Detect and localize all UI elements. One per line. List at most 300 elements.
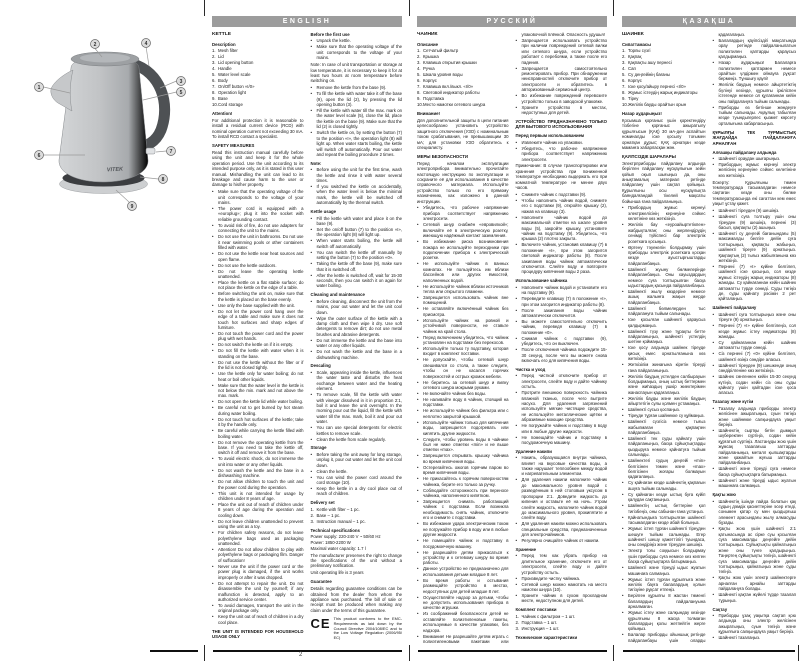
item-number: 4. bbox=[622, 66, 626, 72]
item-text: Сетчатый фильтр bbox=[423, 48, 459, 54]
crop-mark bbox=[204, 645, 205, 661]
bullet-item bbox=[212, 342, 304, 347]
bullet-item bbox=[622, 492, 706, 503]
bullet-dot: • bbox=[712, 362, 715, 368]
mark-text: This product conforms to the EMC-Requirements as laid down by the Council Directive 2004/108/ЕС and to the Low Voltage Regulation (2006/95/ЕС) bbox=[333, 616, 402, 640]
item-text: Place the kettle on a flat stable surface; do not place the kettle on the edge of a table. bbox=[218, 279, 304, 291]
item-text: Before taking the unit away for long storage, unplug it, pour out water and let the unit cool down. bbox=[316, 451, 402, 468]
bullet-item bbox=[212, 263, 304, 268]
bullet-dot: • bbox=[417, 499, 419, 505]
bullet-dot: • bbox=[515, 296, 518, 302]
item-text: Переведите клавишу (7) в положение «I», при этом загорится индикатор работы (8). bbox=[521, 296, 607, 307]
bullet-item bbox=[417, 453, 509, 464]
bullet-item bbox=[417, 538, 509, 549]
item-text: Use the kettle only for water boiling; do not heat or boil other liquids. bbox=[218, 371, 304, 382]
crop-mark bbox=[409, 645, 410, 661]
bullet-dot: • bbox=[515, 553, 518, 559]
bullet-dot: • bbox=[515, 477, 518, 483]
bullet-dot: • bbox=[310, 425, 313, 431]
bullet-item bbox=[212, 456, 304, 467]
item-text: Шайнекті және тіреуді ыдыс жуатын машинаға салмаңыз. bbox=[718, 477, 796, 489]
svg-text:7: 7 bbox=[169, 148, 173, 155]
bullet-item bbox=[417, 346, 509, 357]
item-text: The power cord is equipped with a «europlug»; plug it into the socket with reliable grounding contact. bbox=[218, 206, 304, 222]
bullet-item bbox=[622, 306, 706, 317]
bullet-item bbox=[311, 273, 403, 289]
bullet-item bbox=[713, 231, 797, 263]
bullet-item bbox=[417, 205, 509, 221]
item-number: 4. bbox=[212, 66, 216, 72]
bullet-dot: • bbox=[515, 318, 518, 324]
page-number: 2 bbox=[299, 652, 303, 658]
item-text: Подставка bbox=[423, 96, 444, 102]
column-header-kazakh: ҚАЗАҚША bbox=[622, 16, 796, 27]
section-heading: Descaling bbox=[310, 363, 331, 369]
caps-note: ҚҰРЫЛҒЫ ТЕК ТҰРМЫСТЫҚ ЖАҒДАЙДА ПАЙДАЛАНУҒА АРНАЛҒАН bbox=[712, 129, 796, 146]
bullet-item bbox=[417, 611, 509, 633]
on-off-switch bbox=[146, 148, 155, 154]
item-text: Клавиша открытия крышки bbox=[423, 60, 477, 66]
paragraph: Для дополнительной защиты в цепи питания целесообразно установить устройство защитного отключения (УЗО) с номинальным током срабатывания, не превышающим 30 мА; для установки УЗО обратитесь к специалисту. bbox=[417, 117, 509, 150]
bullet-dot: • bbox=[712, 612, 715, 618]
numbered-item bbox=[622, 90, 706, 95]
bullet-item bbox=[516, 336, 608, 347]
item-text: Не прикасайтесь к горячим поверхностям чайника, берите его только за ручку. bbox=[423, 476, 509, 487]
bullet-dot: • bbox=[212, 518, 214, 524]
bullet-item bbox=[417, 284, 509, 295]
bullet-dot: • bbox=[712, 635, 715, 641]
item-text: Наполните чайник водой и установите его на подставку (9). bbox=[521, 284, 607, 296]
numbered-item bbox=[417, 90, 509, 95]
bullet-dot: • bbox=[712, 82, 715, 88]
bullet-item bbox=[311, 316, 403, 338]
section-heading: Удаление накипи bbox=[515, 448, 552, 454]
item-text: Шайнекті ораудан шығарыңыз. bbox=[718, 155, 781, 161]
item-text: Балалардың қауіпсіздігі мақсатында орау ретінде пайдаланылатын полиэтилен қаптарды қараусыз қалдырмаңыз. bbox=[718, 38, 796, 60]
section-heading: Сақтау bbox=[712, 606, 728, 612]
bullet-item bbox=[311, 85, 403, 90]
bullet-dot: • bbox=[515, 191, 518, 197]
bullet-item bbox=[417, 391, 509, 396]
bullet-dot: • bbox=[622, 317, 624, 323]
item-text: Never use the unit if the power cord or the power plug is damaged, if the unit works improperly or after it was dropped. bbox=[218, 563, 304, 580]
item-text: Іске қосылған шайнекті қараусыз қалдырмаңыз. bbox=[628, 317, 706, 328]
bullet-item bbox=[516, 38, 608, 65]
bullet-dot: • bbox=[212, 382, 214, 388]
item-text: Жұмыс істеу және салқындау кезінде құрылғыны 8 жасқа толмаған балалардың қолы жетпейтін жерге қойыңыз. bbox=[628, 610, 706, 632]
item-number: 10. bbox=[212, 102, 218, 108]
svg-text:1: 1 bbox=[37, 84, 41, 91]
bullet-item bbox=[713, 208, 797, 213]
bullet-item bbox=[212, 331, 304, 342]
bullet-item bbox=[713, 499, 797, 526]
bullet-item bbox=[516, 593, 608, 604]
bullet-item bbox=[311, 299, 403, 315]
bullet-dot: • bbox=[417, 391, 419, 397]
bullet-dot: • bbox=[417, 594, 419, 600]
bullet-dot: • bbox=[310, 315, 313, 321]
item-text: Корпус bbox=[423, 78, 437, 84]
bullet-item bbox=[516, 390, 608, 422]
bullet-dot: • bbox=[712, 155, 715, 161]
bullet-item bbox=[713, 60, 797, 82]
item-text: Перед включением убедитесь, что чайник установлен на подставке без перекосов. bbox=[423, 334, 509, 345]
bullet-item bbox=[311, 486, 403, 497]
bullet-dot: • bbox=[622, 373, 624, 379]
item-text: Не оставляйте включённый чайник без присмотра. bbox=[423, 306, 509, 317]
bullet-item bbox=[311, 38, 403, 43]
bullet-item bbox=[311, 475, 403, 486]
item-text: Lid bbox=[218, 54, 224, 60]
bullet-item bbox=[516, 373, 608, 389]
item-text: Подставка – 1 шт. bbox=[521, 619, 557, 625]
section-heading: Before the first use bbox=[310, 32, 350, 37]
paragraph: Қосымша қорғаныс үшін қоректендіру тізбегіне қорғаныс ажыратылу құрылғысын (ҚАҚ) 30 мА-ден аспайтын номиналды іске қосылу тоғымен орнатқан дұрыс; ҚАҚ орнатқан кезде маманға хабарласқан жөн. bbox=[622, 117, 706, 150]
bullet-item bbox=[212, 479, 304, 490]
item-text: Make sure that the water level in the kettle is not below the min. mark and not above the max. mark. bbox=[218, 382, 304, 399]
bullet-dot: • bbox=[515, 373, 518, 379]
item-text: Шайнекті жуыну бөлмелерінде пайдаланбаңыз. Оны хауыздардың немесе суға толтырылған басқа ыдыстардың қасында пайдаланбаңыз. bbox=[628, 266, 706, 288]
spec-line: Maximal water capacity: 1.7 l bbox=[310, 545, 366, 551]
caps-note: THE UNIT IS INTENDED FOR HOUSEHOLD USAGE ONLY bbox=[212, 628, 304, 640]
bullet-dot: • bbox=[212, 189, 214, 195]
bullet-item bbox=[622, 374, 706, 396]
item-text: Во избежание риска возникновения пожара не используйте переходники при подключении прибора к электрической розетке. bbox=[423, 239, 509, 261]
item-text: Запрещается использовать устройство при наличии повреждений сетевой вилки или сетевого шнура, если устройство работает с перебоями, а также после его падения. bbox=[521, 38, 607, 65]
bottom-rule bbox=[150, 650, 198, 652]
bullet-dot: • bbox=[622, 419, 624, 425]
item-text: Do not wash the kettle and the base in a dishwashing machine. bbox=[218, 467, 304, 479]
bullet-dot: • bbox=[212, 439, 214, 445]
numbered-item bbox=[417, 54, 509, 59]
bullet-item bbox=[212, 223, 304, 234]
bullet-dot: • bbox=[622, 413, 624, 419]
bullet-item bbox=[713, 363, 797, 374]
bullet-item bbox=[212, 547, 304, 563]
bullet-item bbox=[713, 264, 797, 302]
bullet-dot: • bbox=[212, 502, 214, 508]
section-heading: Технические характеристики bbox=[515, 634, 578, 640]
bullet-dot: • bbox=[622, 362, 624, 368]
numbered-item bbox=[212, 48, 304, 53]
bullet-dot: • bbox=[310, 261, 313, 267]
item-text: Храните устройство в местах, недоступных для детей. bbox=[521, 104, 607, 116]
bullet-item bbox=[516, 140, 608, 145]
paragraph: Примечание: В случае транспортировки или хранения устройства при пониженной температуре необходимо выдержать его при комнатной температуре не менее двух часов. bbox=[515, 163, 607, 191]
bullet-item bbox=[516, 296, 608, 307]
item-text: Іске қосу/айыру пернесі «I/0» bbox=[628, 84, 686, 90]
item-number: 6. bbox=[622, 78, 626, 84]
item-text: Place the unit out of reach of children under 8 years of age during the operation and cooling down. bbox=[218, 502, 304, 518]
bullet-item bbox=[622, 267, 706, 289]
bullet-dot: • bbox=[712, 104, 715, 110]
bullet-dot: • bbox=[515, 423, 518, 429]
bullet-item bbox=[713, 38, 797, 60]
bullet-item bbox=[212, 348, 304, 359]
numbered-item bbox=[622, 96, 706, 101]
bullet-dot: • bbox=[622, 514, 624, 520]
bullet-item bbox=[622, 503, 706, 514]
svg-text:5: 5 bbox=[179, 89, 183, 96]
bullet-item bbox=[417, 357, 509, 379]
item-text: Извлеките чайник из упаковки. bbox=[521, 139, 583, 145]
item-text: Для удаления накипи наполните чайник до максимального уровня водой с разведённым в ней столовым уксусом в пропорции 2:1. Доведите жидкость до кипения и оставьте её на ночь. Утром слейте жидкость, наполните чайник водой до максимального уровня, прокипятите и слейте воду. bbox=[521, 477, 607, 521]
bullet-dot: • bbox=[417, 487, 419, 493]
bullet-dot: • bbox=[212, 262, 214, 268]
bullet-item bbox=[311, 91, 403, 107]
item-text: Base bbox=[218, 96, 228, 102]
paragraph: Unit operating life is 3 years bbox=[310, 570, 364, 576]
bullet-item bbox=[713, 105, 797, 127]
bullet-dot: • bbox=[622, 407, 624, 413]
bullet-item bbox=[212, 303, 304, 308]
section-heading: Хранение bbox=[515, 547, 536, 553]
bullet-dot: • bbox=[212, 428, 214, 434]
item-text: Before cleaning, disconnect the unit from the mains, pour out water and let the unit cool down. bbox=[316, 298, 402, 315]
bullet-item bbox=[622, 205, 706, 221]
bullet-item bbox=[212, 309, 304, 331]
bullet-item bbox=[516, 66, 608, 93]
item-text: Do not open the kettle lid while water boiling. bbox=[218, 399, 304, 405]
item-text: Жұмыс істеудің жарық индикаторы bbox=[628, 90, 698, 96]
item-text: Do not wash the kettle and the base in a dishwashing machine. bbox=[316, 349, 402, 360]
bullet-item bbox=[417, 380, 509, 391]
ce-mark bbox=[311, 617, 403, 640]
item-number: 10. bbox=[622, 102, 628, 108]
item-text: Сіз пернені (7) «0» күйіне белгілеп, шайнекті өзіңіз сөндіре аласыз. bbox=[718, 351, 796, 362]
bullet-item bbox=[713, 162, 797, 178]
numbered-item bbox=[622, 102, 706, 107]
item-text: Өртену тәуекелін болдырмау үшін приборды электрлік розеткаға қосқан кезде ауыстырғыштарды пайдаланбаңыз. bbox=[628, 244, 706, 266]
bullet-item bbox=[516, 192, 608, 197]
bullet-dot: • bbox=[622, 593, 624, 599]
item-text: Шайнекті тіреуден (9) шешіңіз. bbox=[718, 208, 780, 214]
bullet-item bbox=[622, 289, 706, 305]
item-text: Қақпақты ашу пернесі bbox=[628, 60, 672, 66]
bullet-dot: • bbox=[310, 486, 313, 492]
bullet-dot: • bbox=[212, 348, 214, 354]
bullet-dot: • bbox=[212, 308, 214, 314]
item-text: Су қайнаған кезде шайнектің қақпағын ашуға тыйым салынады. bbox=[628, 480, 706, 491]
numbered-item bbox=[212, 90, 304, 95]
bullet-dot: • bbox=[212, 530, 214, 536]
item-text: Не помещайте чайник и подставку в посудомоечную машину. bbox=[423, 538, 509, 549]
numbered-item bbox=[417, 84, 509, 89]
item-text: Крышка bbox=[423, 54, 439, 60]
bullet-item bbox=[212, 360, 304, 371]
item-text: When water starts boiling, the kettle will switch off automatically. bbox=[316, 238, 402, 249]
callout-4 bbox=[142, 39, 151, 48]
bullet-item bbox=[311, 184, 403, 206]
item-text: Желілік бау «еуроайыртетікпен» жабдықталған; оны жерлендірудің сенімді түйіспесі бар электрлік розеткаға қосыңыз. bbox=[628, 222, 706, 244]
item-text: Сап bbox=[628, 66, 636, 72]
bullet-dot: • bbox=[622, 526, 624, 532]
item-text: To avoid damages, transport the unit in the original package only. bbox=[218, 602, 304, 614]
bullet-dot: • bbox=[622, 548, 624, 554]
item-text: Before switching the unit on, make sure that the kettle is placed on the base evenly. bbox=[218, 291, 304, 302]
crop-mark bbox=[409, 0, 410, 16]
caps-note: УСТРОЙСТВО ПРЕДНАЗНАЧЕНО ТОЛЬКО ДЛЯ БЫТОВОГО ИСПОЛЬЗОВАНИЯ bbox=[515, 118, 607, 130]
item-text: После отключения чайника подождите 15-30 секунд, после чего вы можете снова включать его для кипячения воды. bbox=[521, 347, 607, 363]
item-text: Do not use the kettle outdoors. bbox=[218, 262, 277, 268]
bullet-dot: • bbox=[417, 239, 419, 245]
bullet-dot: • bbox=[417, 317, 419, 323]
item-text: Do not allow children to touch the unit and the power cord during the operation. bbox=[218, 479, 304, 490]
bullet-item bbox=[212, 371, 304, 382]
bullet-item bbox=[212, 581, 304, 603]
item-text: Не погружайте чайник и подставку в воду или в любые другие жидкости. bbox=[521, 423, 607, 434]
numbered-item bbox=[516, 614, 608, 619]
bullet-dot: • bbox=[515, 593, 518, 599]
item-text: Желілік бауды орайтын орын bbox=[628, 102, 687, 108]
bullet-item bbox=[417, 397, 509, 408]
item-text: Назар аударыңыз! Балаларға полиэтилен қаптармен немесе орайтын үлдірмен ойнауға рұқсат бермеңіз. Тұншығу қаупі! bbox=[718, 60, 796, 82]
section-heading: Cleaning and maintenance bbox=[310, 292, 365, 298]
bullet-dot: • bbox=[417, 261, 419, 267]
item-text: Запрещается использовать чайник вне помещений. bbox=[423, 294, 509, 306]
item-text: Следите, чтобы уровень воды в чайнике был не ниже отметки «min» и не выше отметки «max». bbox=[423, 436, 509, 453]
bottom-rule bbox=[213, 650, 402, 652]
bullet-dot: • bbox=[712, 477, 715, 483]
bullet-dot: • bbox=[712, 323, 715, 329]
item-number: 8. bbox=[212, 90, 216, 96]
bullet-item bbox=[212, 417, 304, 428]
crop-mark bbox=[613, 645, 614, 661]
item-text: Во избежание повреждений перевозите устройство только в заводской упаковке. bbox=[521, 93, 607, 104]
item-text: Не используйте чайник в ванных комнатах. Не пользуйтесь им вблизи бассейнов или других ёмкостей, наполненных водой. bbox=[423, 261, 509, 283]
bullet-dot: • bbox=[212, 456, 214, 462]
section-heading: Алғашқы пайдалану алдында bbox=[712, 149, 777, 155]
section-heading: Guarantee bbox=[310, 579, 332, 585]
bullet-item bbox=[516, 215, 608, 242]
bullet-item bbox=[417, 566, 509, 577]
bullet-dot: • bbox=[417, 419, 419, 425]
item-text: Не используйте чайник вблизи источников тепла или открытого пламени. bbox=[423, 283, 509, 294]
bullet-dot: • bbox=[622, 305, 624, 311]
column-english bbox=[212, 16, 402, 645]
item-text: Do not let the power cord hang over the edge of a table and make sure it does not touch hot surfaces and sharp edges of furniture. bbox=[218, 308, 304, 330]
item-number: 5. bbox=[212, 72, 216, 78]
bullet-dot: • bbox=[622, 244, 624, 250]
item-text: Шайнекті және тіреуді суға немесе басқа сұйықтықтарға батырмаңыз. bbox=[718, 466, 796, 477]
kettle-illustration bbox=[30, 38, 190, 213]
numbered-item bbox=[622, 54, 706, 59]
item-text: Перед чисткой отключите прибор от электросети, слейте воду и дайте чайнику остыть. bbox=[521, 373, 607, 390]
bullet-item bbox=[212, 564, 304, 580]
item-text: Іске қосу алдында шайнек тіреуде қисық емес орнатылғанына көз жеткізіңіз. bbox=[628, 345, 706, 362]
bullet-dot: • bbox=[212, 359, 214, 365]
bullet-dot: • bbox=[212, 206, 214, 212]
bullet-dot: • bbox=[310, 130, 313, 136]
crop-mark bbox=[613, 0, 614, 16]
bullet-dot: • bbox=[417, 379, 419, 385]
bullet-dot: • bbox=[212, 291, 214, 297]
bullet-dot: • bbox=[212, 547, 214, 553]
bullet-item bbox=[622, 345, 706, 361]
item-text: Шайнектегі судың деңгейі «min» белгісінен төмен және «max» белгісінен жоғары болмауын қадағалаңыз. bbox=[628, 458, 706, 480]
bullet-item bbox=[311, 44, 403, 60]
item-text: Для удаления накипи можно использовать специальные средства, предназначенные для электрочайников. bbox=[521, 521, 607, 538]
item-text: Не разрешайте детям прикасаться к устройству и к сетевому шнуру во время работы. bbox=[423, 549, 509, 566]
bullet-dot: • bbox=[417, 566, 419, 572]
bullet-item bbox=[417, 318, 509, 334]
item-text: Используйте чайник на ровной и устойчивой поверхности, не ставьте чайник на край стола. bbox=[423, 317, 509, 334]
bullet-item bbox=[212, 603, 304, 614]
paragraph: For additional protection it is reasonable to install a residual current device (RCD) with nominal operation current not exceeding 30 mA. To install RCD contact a specialist. bbox=[212, 117, 304, 140]
item-text: Clean the kettle. bbox=[316, 468, 348, 474]
bullet-dot: • bbox=[212, 479, 214, 485]
bullet-item bbox=[713, 351, 797, 362]
bullet-dot: • bbox=[622, 205, 624, 211]
item-text: Убедитесь, что рабочее напряжение прибора соответствует напряжению электросети. bbox=[521, 145, 607, 162]
bottom-rule bbox=[623, 650, 795, 652]
section-heading: Перед первым использованием bbox=[515, 133, 585, 139]
bullet-dot: • bbox=[212, 490, 214, 496]
numbered-item bbox=[212, 66, 304, 71]
item-text: Do not use the kettle without the filter or if the lid is not closed tightly. bbox=[218, 359, 304, 371]
bullet-dot: • bbox=[622, 345, 624, 351]
numbered-item bbox=[516, 626, 608, 631]
bullet-dot: • bbox=[515, 214, 518, 220]
bullet-dot: • bbox=[417, 577, 419, 583]
crop-mark bbox=[204, 0, 205, 16]
bullet-item bbox=[212, 280, 304, 291]
item-text: Шайнекті су деңгейі бағанындағы (5) максималды белгіге дейін суға толтырыңыз, қақпақты жабыңыз, шайнекті тіреуге (9) орнатыңыз. Қақпақтың (2) тығыз жабылғанына көз жеткізіңіз. bbox=[718, 230, 796, 263]
item-number: 3. bbox=[515, 625, 520, 631]
item-text: Шайнекті жылу көздеріне немесе ашық жалынға жақын жерде пайдаланбаңыз. bbox=[628, 288, 706, 305]
numbered-item bbox=[417, 48, 509, 53]
vitek-logo: VITEK bbox=[106, 166, 124, 174]
bullet-dot: • bbox=[712, 351, 715, 357]
bullet-dot: • bbox=[622, 328, 624, 334]
item-text: Су қайнаған кезде ыстық буға күйіп қалудан сақтаныңыз. bbox=[628, 491, 706, 503]
bullet-dot: • bbox=[712, 161, 715, 167]
callout-5 bbox=[177, 88, 186, 97]
item-text: Снимая чайник с подставки (9), убедитесь, что он выключен. bbox=[521, 335, 607, 347]
bottom-rule bbox=[418, 650, 607, 652]
item-text: Do not switch the kettle on if it is empty. bbox=[218, 342, 294, 348]
item-number: 1. bbox=[417, 48, 421, 54]
item-text: Чтобы наполнить чайник водой, снимите его с подставки (9), откройте крышку (2), нажав на клавишу (3). bbox=[521, 197, 607, 214]
item-text: Осуществляйте надзор за детьми, чтобы не допустить использования прибора в качестве игрушки. bbox=[423, 594, 509, 611]
bullet-dot: • bbox=[712, 264, 715, 269]
bullet-item bbox=[212, 440, 304, 456]
item-text: Снимите чайник с подставки (9). bbox=[521, 191, 587, 197]
item-text: Қақты жою үшін электр шайнектерге арналған арнайы заттарды пайдалануға болады. bbox=[718, 575, 796, 592]
item-number: 5. bbox=[417, 72, 421, 78]
bullet-item bbox=[713, 312, 797, 323]
item-text: Пернені (7) «I» күйіне белгілеңіз, сол кезде жұмыс істеу индикаторы (8) жанады. bbox=[718, 323, 796, 339]
bullet-dot: • bbox=[310, 298, 313, 304]
item-text: Do not use the unit in bathrooms. Do not use it near swimming pools or other containers filled with water. bbox=[218, 234, 304, 251]
bullet-item bbox=[417, 521, 509, 537]
item-text: Используйте только ту подставку, которая входит в комплект поставки. bbox=[423, 345, 509, 357]
callout-7 bbox=[167, 147, 176, 156]
bullet-dot: • bbox=[712, 498, 715, 504]
bullet-dot: • bbox=[417, 283, 419, 289]
item-text: Шайнекті суға толтыру үшін оны тіреуден (9) шешіңіз, пернені (3) басып, қақпақты (2) ашыңыз. bbox=[718, 214, 796, 230]
bullet-dot: • bbox=[417, 205, 419, 211]
item-text: Тазалау алдында приборды электр желісінен ажыратыңыз, суын төгіңіз және шайнекке салқындауға уақыт беріңіз. bbox=[718, 405, 796, 427]
bullet-item bbox=[212, 234, 304, 250]
manual-title: ЧАЙНИК bbox=[417, 32, 438, 37]
bullet-item bbox=[516, 198, 608, 214]
bullet-item bbox=[713, 374, 797, 396]
item-text: This unit is not intended for usage by children under 8 years of age. bbox=[218, 490, 304, 502]
bullet-dot: • bbox=[515, 38, 518, 43]
bullet-dot: • bbox=[212, 467, 214, 473]
bullet-dot: • bbox=[310, 38, 313, 44]
